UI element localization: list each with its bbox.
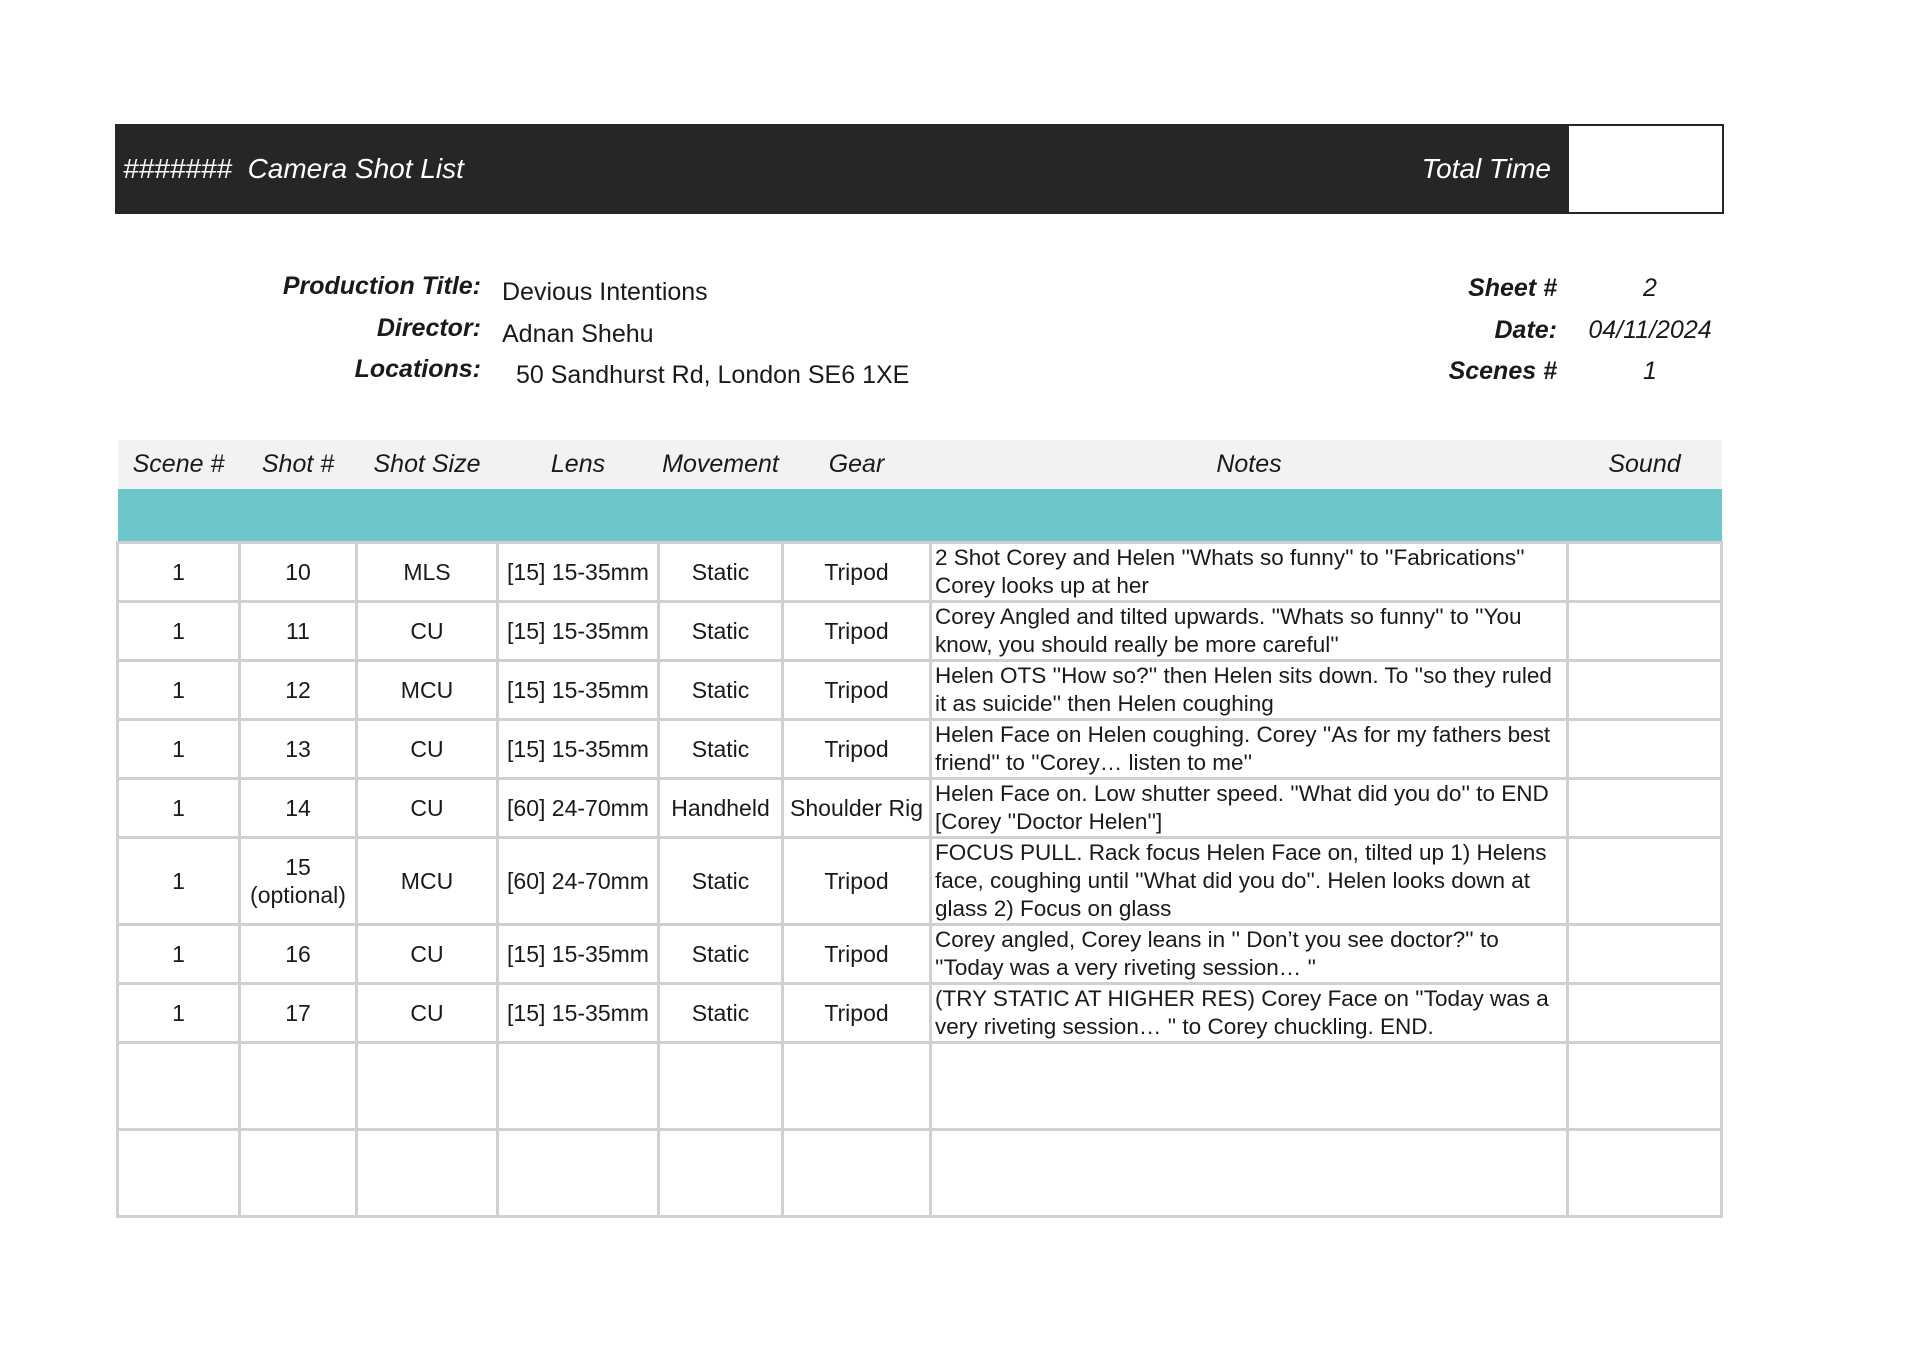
cell-movement[interactable]: Static xyxy=(659,720,783,779)
table-row xyxy=(118,661,1722,720)
cell-gear[interactable]: Tripod xyxy=(783,720,931,779)
page-title: ####### Camera Shot List xyxy=(123,153,464,184)
scenes-value: 1 xyxy=(1643,357,1657,385)
cell-shot[interactable] xyxy=(240,1130,357,1217)
cell-movement[interactable]: Static xyxy=(659,984,783,1043)
director-value: Adnan Shehu xyxy=(502,320,654,348)
column-header-sound: Sound xyxy=(1568,440,1722,489)
cell-lens[interactable]: [15] 15-35mm xyxy=(498,602,659,661)
total-time-field[interactable] xyxy=(1567,124,1724,214)
cell-movement[interactable]: Static xyxy=(659,602,783,661)
cell-gear[interactable]: Tripod xyxy=(783,602,931,661)
cell-sound[interactable] xyxy=(1568,984,1722,1043)
cell-sound[interactable] xyxy=(1568,1130,1722,1217)
cell-shot[interactable]: 13 xyxy=(240,720,357,779)
cell-notes[interactable]: Helen OTS ''How so?'' then Helen sits down. To ''so they ruled it as suicide'' then Helen coughing xyxy=(931,661,1568,720)
cell-notes[interactable]: FOCUS PULL. Rack focus Helen Face on, tilted up 1) Helens face, coughing until ''What did you do''. Helen looks down at glass 2) Focus on glass xyxy=(931,838,1568,925)
column-header-scene: Scene # xyxy=(118,440,240,489)
cell-notes[interactable] xyxy=(931,1130,1568,1217)
locations-label: Locations: xyxy=(354,355,481,383)
sheet-label: Sheet # xyxy=(1468,274,1557,302)
column-header-notes: Notes xyxy=(931,440,1568,489)
cell-movement[interactable]: Static xyxy=(659,661,783,720)
cell-lens[interactable]: [15] 15-35mm xyxy=(498,661,659,720)
table-row xyxy=(118,602,1722,661)
cell-sound[interactable] xyxy=(1568,543,1722,602)
cell-shot[interactable]: 12 xyxy=(240,661,357,720)
cell-notes[interactable]: (TRY STATIC AT HIGHER RES) Corey Face on ''Today was a very riveting session… '' to Corey chuckling. END. xyxy=(931,984,1568,1043)
column-header-movement: Movement xyxy=(659,440,783,489)
table-row xyxy=(118,984,1722,1043)
cell-scene[interactable]: 1 xyxy=(118,720,240,779)
cell-gear[interactable]: Tripod xyxy=(783,543,931,602)
cell-shot[interactable]: 10 xyxy=(240,543,357,602)
cell-gear[interactable] xyxy=(783,1130,931,1217)
cell-shot-size[interactable] xyxy=(357,1043,498,1130)
cell-scene[interactable]: 1 xyxy=(118,779,240,838)
empty-table-row xyxy=(118,1130,1722,1217)
cell-notes[interactable]: Corey Angled and tilted upwards. ''Whats so funny'' to ''You know, you should really be more careful'' xyxy=(931,602,1568,661)
column-header-shot: Shot # xyxy=(240,440,357,489)
table-row xyxy=(118,838,1722,925)
cell-shot-size[interactable]: MCU xyxy=(357,838,498,925)
cell-lens[interactable]: [15] 15-35mm xyxy=(498,543,659,602)
cell-shot[interactable]: 16 xyxy=(240,925,357,984)
cell-sound[interactable] xyxy=(1568,779,1722,838)
header-bar xyxy=(115,124,1567,214)
date-label: Date: xyxy=(1494,316,1557,344)
cell-gear[interactable]: Tripod xyxy=(783,838,931,925)
cell-movement[interactable] xyxy=(659,1043,783,1130)
cell-gear[interactable]: Tripod xyxy=(783,984,931,1043)
cell-gear[interactable]: Shoulder Rig xyxy=(783,779,931,838)
cell-scene[interactable]: 1 xyxy=(118,661,240,720)
cell-notes[interactable]: Corey angled, Corey leans in '' Don’t you see doctor?'' to ''Today was a very riveting session… '' xyxy=(931,925,1568,984)
cell-sound[interactable] xyxy=(1568,925,1722,984)
empty-table-row xyxy=(118,1043,1722,1130)
column-header-row xyxy=(118,440,1722,489)
cell-shot-size[interactable]: CU xyxy=(357,779,498,838)
cell-lens[interactable] xyxy=(498,1043,659,1130)
cell-notes[interactable] xyxy=(931,1043,1568,1130)
cell-movement[interactable]: Static xyxy=(659,838,783,925)
cell-movement[interactable]: Static xyxy=(659,925,783,984)
cell-lens[interactable]: [15] 15-35mm xyxy=(498,925,659,984)
cell-shot[interactable]: 17 xyxy=(240,984,357,1043)
cell-movement[interactable]: Handheld xyxy=(659,779,783,838)
cell-notes[interactable]: 2 Shot Corey and Helen ''Whats so funny'' to ''Fabrications'' Corey looks up at her xyxy=(931,543,1568,602)
cell-shot-size[interactable]: CU xyxy=(357,602,498,661)
cell-shot[interactable]: 15 (optional) xyxy=(240,838,357,925)
accent-divider xyxy=(118,489,1722,543)
sheet-value: 2 xyxy=(1643,274,1657,302)
cell-sound[interactable] xyxy=(1568,838,1722,925)
cell-lens[interactable]: [15] 15-35mm xyxy=(498,720,659,779)
cell-sound[interactable] xyxy=(1568,661,1722,720)
production-title-label: Production Title: xyxy=(282,272,481,300)
cell-shot-size[interactable]: CU xyxy=(357,984,498,1043)
cell-scene[interactable] xyxy=(118,1130,240,1217)
director-label: Director: xyxy=(376,314,481,342)
cell-shot-size[interactable]: CU xyxy=(357,720,498,779)
cell-lens[interactable]: [60] 24-70mm xyxy=(498,838,659,925)
cell-movement[interactable]: Static xyxy=(659,543,783,602)
column-header-shot-size: Shot Size xyxy=(357,440,498,489)
cell-shot-size[interactable]: MCU xyxy=(357,661,498,720)
cell-lens[interactable] xyxy=(498,1130,659,1217)
cell-sound[interactable] xyxy=(1568,720,1722,779)
cell-lens[interactable]: [60] 24-70mm xyxy=(498,779,659,838)
locations-value: 50 Sandhurst Rd, London SE6 1XE xyxy=(516,361,910,389)
shot-list-table xyxy=(116,440,1723,1218)
column-header-lens: Lens xyxy=(498,440,659,489)
production-title-value: Devious Intentions xyxy=(502,278,708,306)
cell-shot[interactable] xyxy=(240,1043,357,1130)
cell-sound[interactable] xyxy=(1568,1043,1722,1130)
scenes-label: Scenes # xyxy=(1448,357,1557,385)
table-row xyxy=(118,720,1722,779)
cell-scene[interactable]: 1 xyxy=(118,925,240,984)
accent-divider-row xyxy=(118,489,1722,543)
cell-scene[interactable]: 1 xyxy=(118,602,240,661)
cell-scene[interactable] xyxy=(118,1043,240,1130)
table-row xyxy=(118,925,1722,984)
column-header-gear: Gear xyxy=(783,440,931,489)
table-row xyxy=(118,779,1722,838)
cell-notes[interactable]: Helen Face on Helen coughing. Corey ''As for my fathers best friend'' to ''Corey… listen to me'' xyxy=(931,720,1568,779)
cell-gear[interactable]: Tripod xyxy=(783,661,931,720)
cell-shot[interactable]: 14 xyxy=(240,779,357,838)
cell-shot-size[interactable] xyxy=(357,1130,498,1217)
date-value: 04/11/2024 xyxy=(1588,316,1712,344)
cell-lens[interactable]: [15] 15-35mm xyxy=(498,984,659,1043)
cell-scene[interactable]: 1 xyxy=(118,838,240,925)
cell-notes[interactable]: Helen Face on. Low shutter speed. ''What did you do'' to END [Corey ''Doctor Helen''] xyxy=(931,779,1568,838)
cell-shot[interactable]: 11 xyxy=(240,602,357,661)
cell-gear[interactable]: Tripod xyxy=(783,925,931,984)
cell-scene[interactable]: 1 xyxy=(118,543,240,602)
cell-movement[interactable] xyxy=(659,1130,783,1217)
cell-scene[interactable]: 1 xyxy=(118,984,240,1043)
table-row xyxy=(118,543,1722,602)
cell-sound[interactable] xyxy=(1568,602,1722,661)
cell-shot-size[interactable]: CU xyxy=(357,925,498,984)
cell-gear[interactable] xyxy=(783,1043,931,1130)
total-time-label: Total Time xyxy=(1421,153,1551,184)
cell-shot-size[interactable]: MLS xyxy=(357,543,498,602)
